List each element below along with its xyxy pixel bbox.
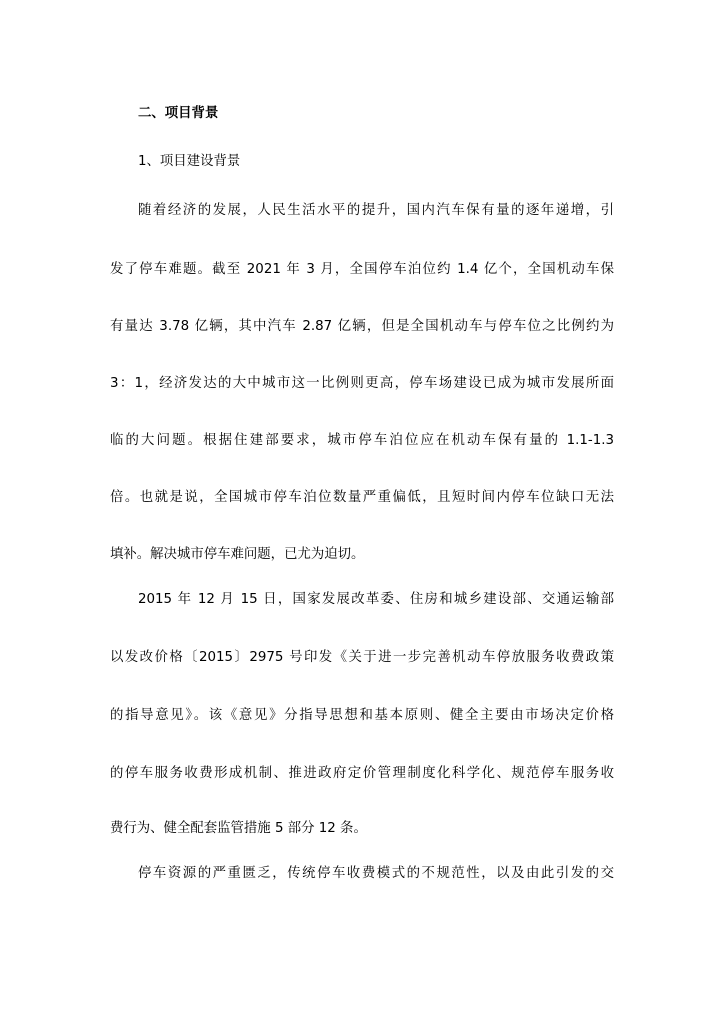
paragraph-line: 发了停车难题。截至 2021 年 3 月，全国停车泊位约 1.4 亿个，全国机动车保 — [110, 262, 614, 277]
paragraph-line: 的停车服务收费形成机制、推进政府定价管理制度化科学化、规范停车服务收 — [110, 766, 614, 781]
paragraph-line: 费行为、健全配套监管措施 5 部分 12 条。 — [110, 821, 367, 836]
paragraph-line: 填补。解决城市停车难问题，已尤为迫切。 — [110, 547, 365, 562]
paragraph-line: 倍。也就是说，全国城市停车泊位数量严重偏低，且短时间内停车位缺口无法 — [110, 490, 614, 505]
paragraph-line: 随着经济的发展，人民生活水平的提升，国内汽车保有量的逐年递增，引 — [138, 203, 614, 218]
paragraph-line: 停车资源的严重匮乏，传统停车收费模式的不规范性，以及由此引发的交 — [138, 866, 614, 881]
subsection-heading: 1、项目建设背景 — [138, 154, 241, 169]
paragraph-line: 有量达 3.78 亿辆，其中汽车 2.87 亿辆，但是全国机动车与停车位之比例约为 — [110, 319, 614, 334]
paragraph-line: 以发改价格〔2015〕2975 号印发《关于进一步完善机动车停放服务收费政策 — [110, 650, 614, 665]
paragraph-line: 3：1，经济发达的大中城市这一比例则更高，停车场建设已成为城市发展所面 — [110, 376, 614, 391]
paragraph-line: 2015 年 12 月 15 日，国家发展改革委、住房和城乡建设部、交通运输部 — [138, 592, 614, 607]
paragraph-line: 临的大问题。根据住建部要求，城市停车泊位应在机动车保有量的 1.1-1.3 — [110, 433, 614, 448]
section-heading: 二、项目背景 — [138, 106, 219, 121]
paragraph-line: 的指导意见》。该《意见》分指导思想和基本原则、健全主要由市场决定价格 — [110, 708, 614, 723]
